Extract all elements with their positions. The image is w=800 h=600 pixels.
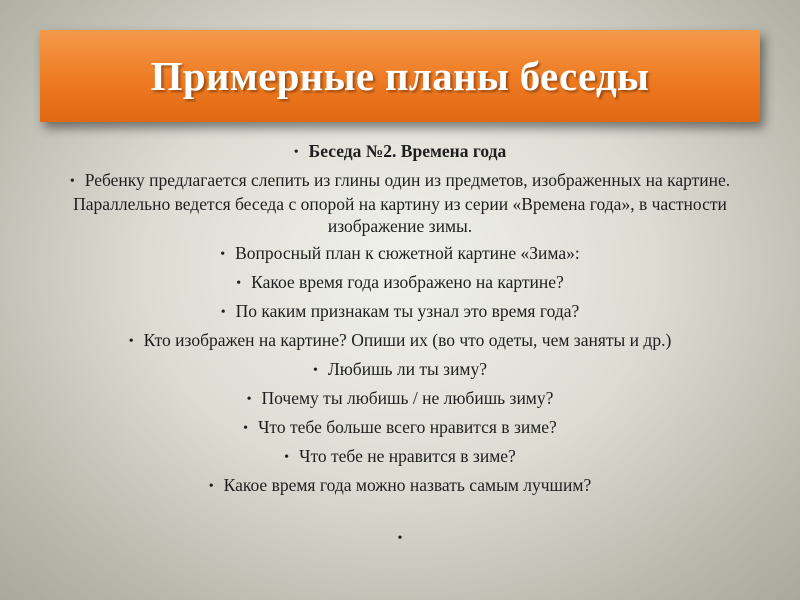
bullet-icon: • xyxy=(220,247,226,262)
list-item xyxy=(28,300,772,324)
list-item-text: Ребенку предлагается слепить из глины один из предметов, изображенных на картине. Параллельно ведется беседа с опорой на картину из серии «Времена года», в частности изображение зимы. xyxy=(73,170,731,236)
list-item xyxy=(28,140,772,164)
bullet-icon: • xyxy=(69,174,75,189)
slide-title: Примерные планы беседы xyxy=(150,53,650,99)
list-item xyxy=(28,387,772,411)
list-item-text: Какое время года можно назвать самым лучшим? xyxy=(223,475,592,495)
bullet-icon: • xyxy=(284,450,290,465)
list-item xyxy=(28,271,772,295)
list-item-text: Кто изображен на картине? Опиши их (во что одеты, чем заняты и др.) xyxy=(143,330,672,350)
list-item xyxy=(28,358,772,382)
bullet-icon: • xyxy=(246,392,252,407)
list-item xyxy=(28,474,772,498)
bullet-icon: • xyxy=(236,276,242,291)
bullet-icon: • xyxy=(208,479,214,494)
list-item-text: Какое время года изображено на картине? xyxy=(251,272,564,292)
slide-content xyxy=(28,140,772,550)
list-item-text: Вопросный план к сюжетной картине «Зима»: xyxy=(235,243,580,263)
list-item-text: Любишь ли ты зиму? xyxy=(327,359,488,379)
list-item xyxy=(28,169,772,237)
list-item-text: По каким признакам ты узнал это время года? xyxy=(235,301,580,321)
list-item-text: Беседа №2. Времена года xyxy=(308,141,507,161)
list-item xyxy=(28,242,772,266)
bullet-icon: • xyxy=(243,421,249,436)
empty-bullet-icon: • xyxy=(397,531,403,546)
bullet-icon: • xyxy=(220,305,226,320)
list-item xyxy=(28,445,772,469)
bullet-icon: • xyxy=(293,145,299,160)
list-item-text: Почему ты любишь / не любишь зиму? xyxy=(261,388,554,408)
bullet-icon: • xyxy=(128,334,134,349)
list-item xyxy=(28,416,772,440)
list-item-text: Что тебе больше всего нравится в зиме? xyxy=(258,417,557,437)
bullet-icon: • xyxy=(312,363,318,378)
list-item xyxy=(28,329,772,353)
slide-title-bar xyxy=(40,30,760,122)
list-item-text: Что тебе не нравится в зиме? xyxy=(299,446,516,466)
